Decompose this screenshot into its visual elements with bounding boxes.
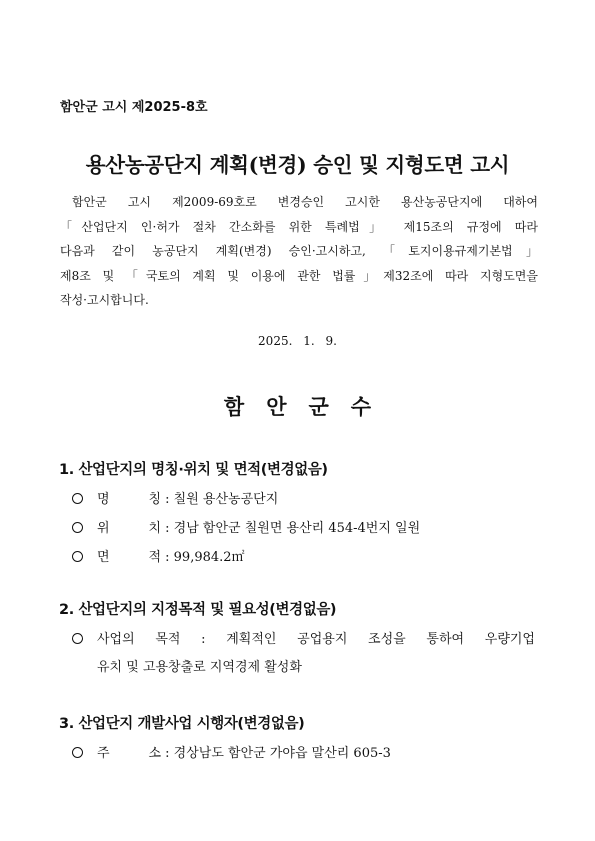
list-item: [72, 742, 391, 761]
body-line: 함안군 고시 제2009-69호로 변경승인 고시한 용산농공단지에 대하여: [72, 195, 538, 209]
bullet-circle-icon: [72, 633, 83, 644]
item-value: : 경남 함안군 칠원면 용산리 454-4번지 일원: [165, 521, 421, 536]
section-heading-1: 1. 산업단지의 명칭·위치 및 면적(변경없음): [59, 462, 328, 478]
item-label: 주 소: [97, 746, 161, 761]
body-line: 작성·고시합니다.: [60, 293, 149, 307]
section-heading-2: 2. 산업단지의 지정목적 및 필요성(변경없음): [59, 602, 337, 618]
notice-date: 2025. 1. 9.: [258, 334, 337, 348]
item-label: 위 치: [97, 521, 161, 536]
item-value: : 경상남도 함안군 가야읍 말산리 605-3: [165, 746, 391, 761]
list-item: [72, 517, 420, 536]
document-title: 용산농공단지 계획(변경) 승인 및 지형도면 고시: [85, 153, 510, 177]
body-paragraph: [60, 190, 538, 313]
item-continuation: 유치 및 고용창출로 지역경제 활성화: [97, 660, 302, 675]
bullet-circle-icon: [72, 747, 83, 758]
item-label: 명 칭: [97, 492, 161, 507]
bullet-circle-icon: [72, 551, 83, 562]
list-item: [72, 546, 245, 565]
item-value: : 칠원 용산농공단지: [165, 492, 279, 507]
list-item: [72, 628, 535, 647]
list-item: [72, 488, 278, 507]
body-line: 「산업단지 인·허가 절차 간소화를 위한 특례법」 제15조의 규정에 따라: [60, 219, 538, 234]
item-label: 면 적: [97, 550, 161, 565]
body-line: 다음과 같이 농공단지 계획(변경) 승인·고시하고, 「토지이용규제기본법」: [60, 244, 538, 258]
notice-number: 함안군 고시 제2025-8호: [60, 100, 208, 115]
section-heading-3: 3. 산업단지 개발사업 시행자(변경없음): [59, 716, 305, 732]
bullet-circle-icon: [72, 522, 83, 533]
item-value: : 계획적인 공업용지 조성을 통하여 우량기업: [201, 632, 535, 647]
bullet-circle-icon: [72, 493, 83, 504]
item-text: [97, 628, 535, 647]
item-label: 사업의 목적: [97, 632, 181, 647]
signer-name: 함안군수: [223, 394, 394, 419]
item-value: : 99,984.2㎡: [165, 550, 245, 565]
body-line: 제8조 및 「국토의 계획 및 이용에 관한 법률」제32조에 따라 지형도면을: [60, 268, 538, 283]
